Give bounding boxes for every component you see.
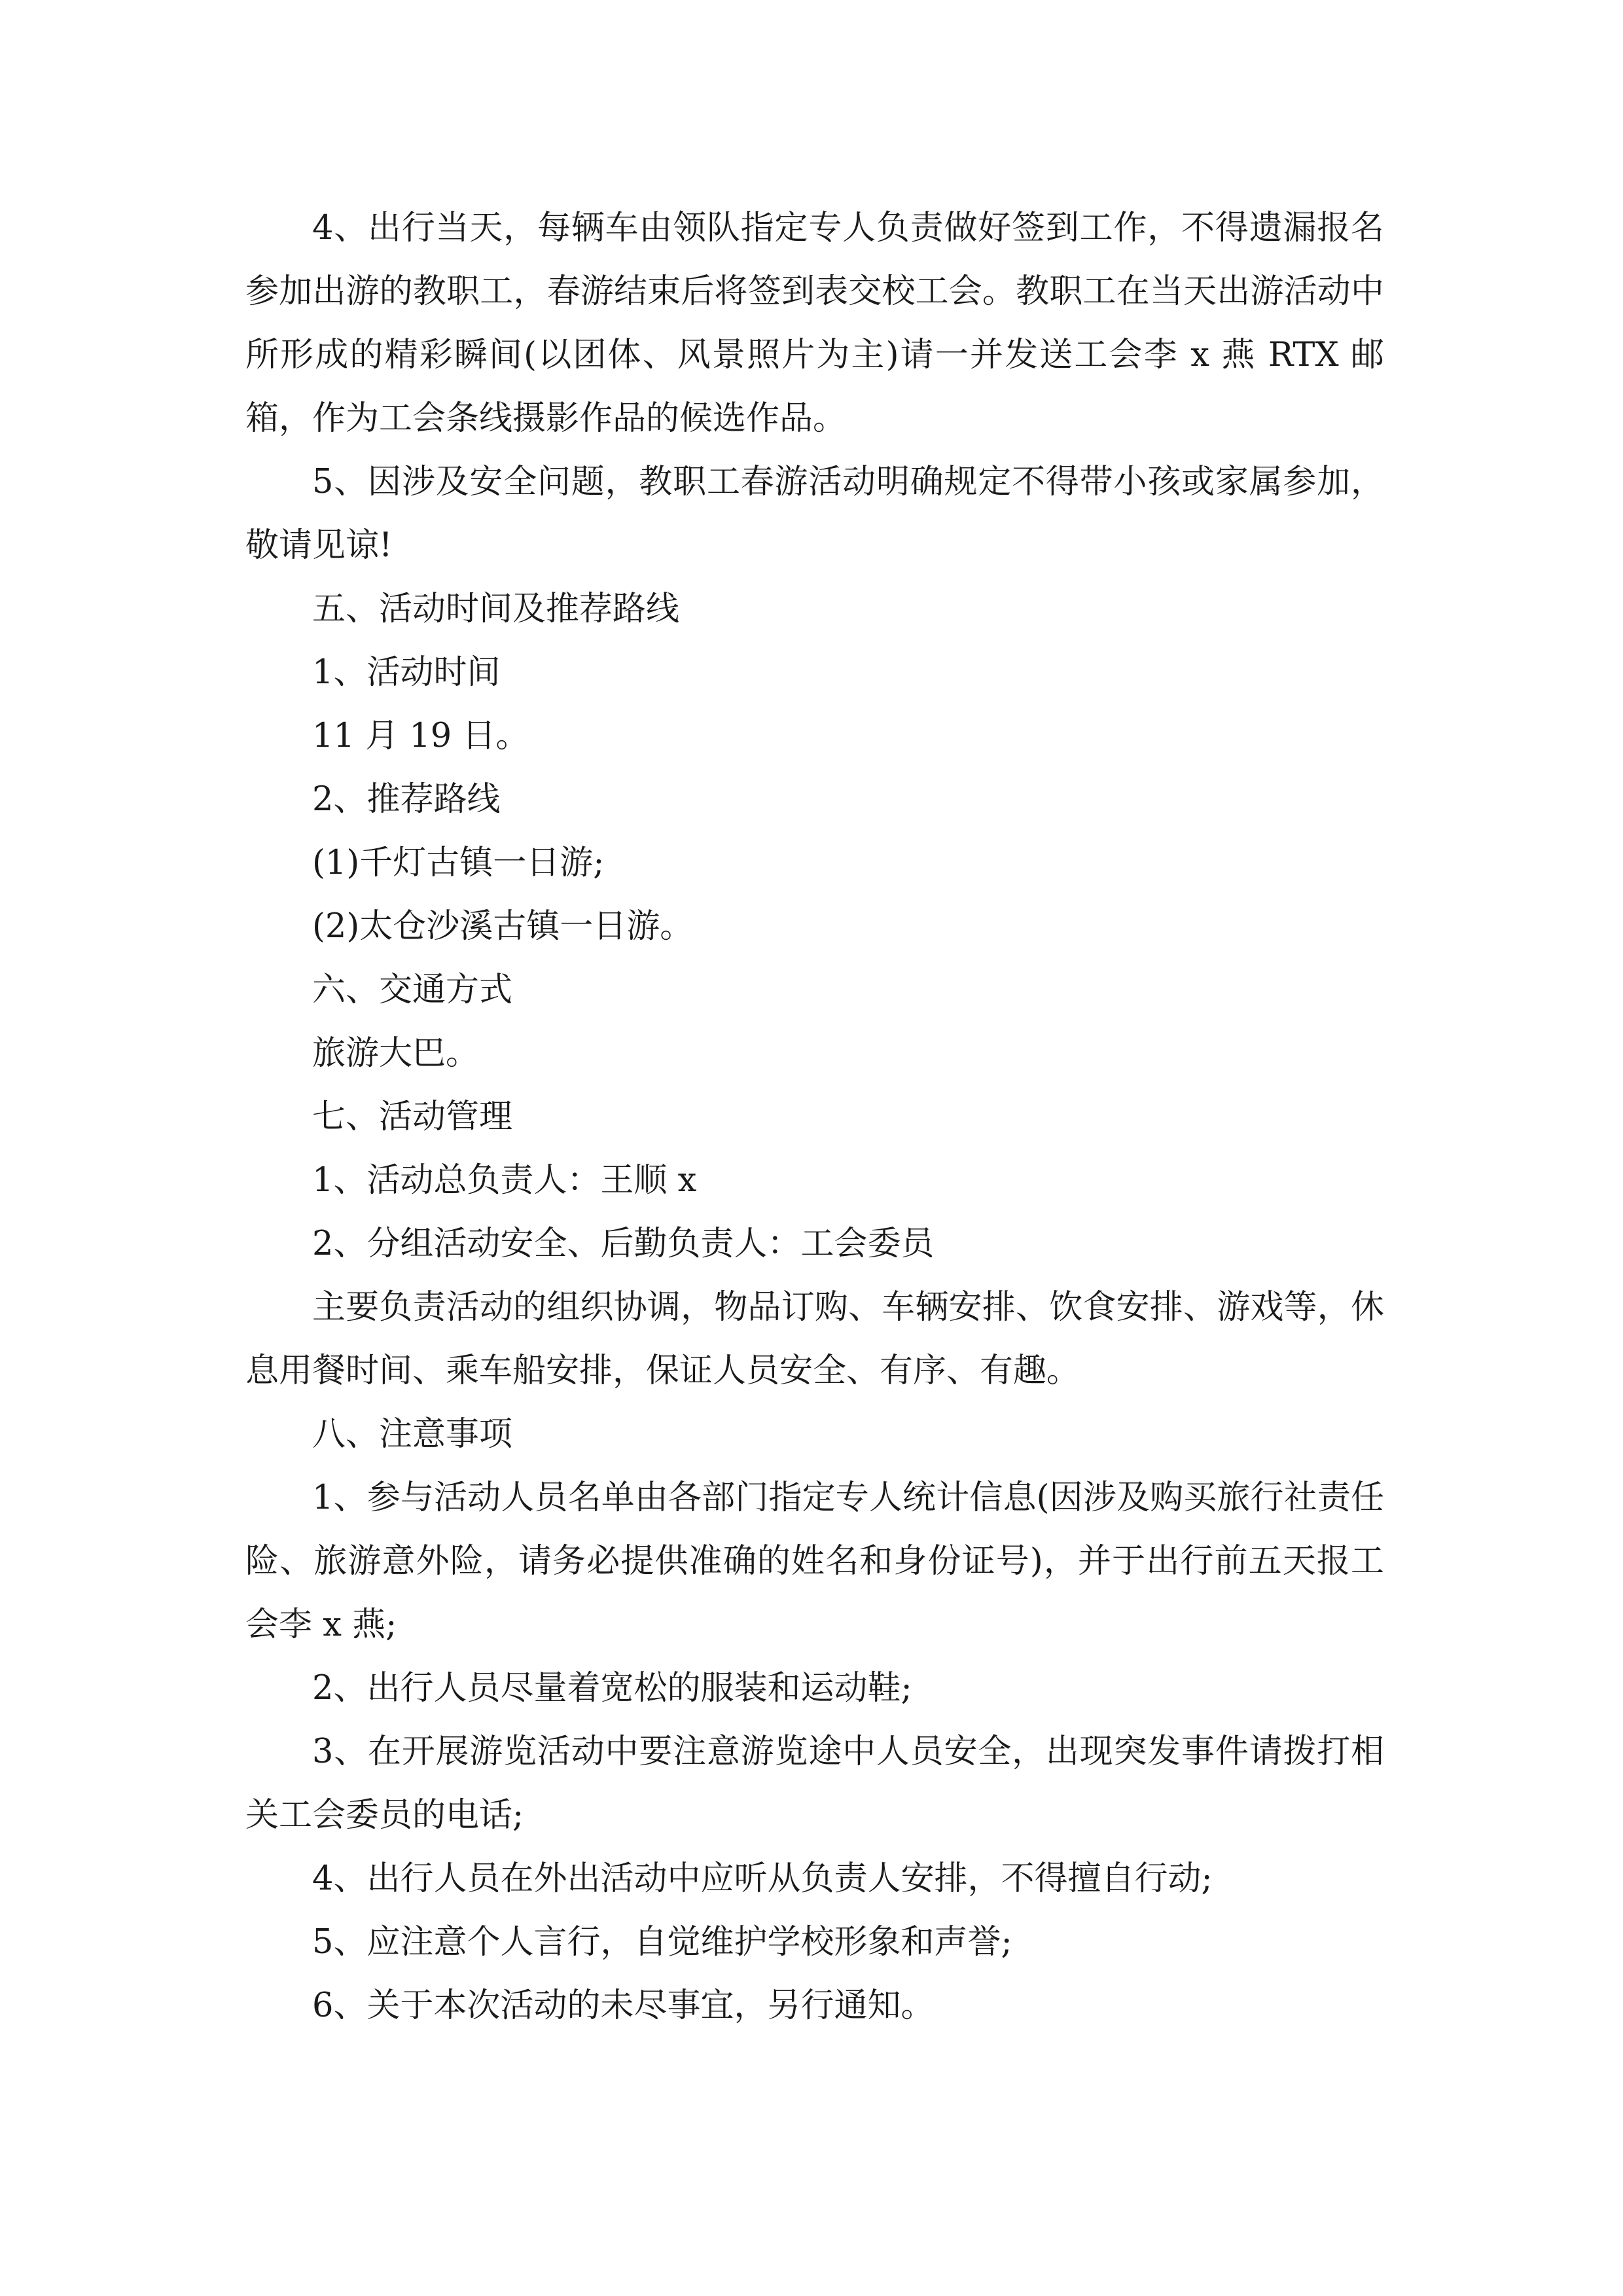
notice-item-1: 1、参与活动人员名单由各部门指定专人统计信息(因涉及购买旅行社责任险、旅游意外险，请务必提供准确的姓名和身份证号)，并于出行前五天报工会李 x 燕; [245, 1479, 1384, 1644]
notice-item-5: 5、应注意个人言行，自觉维护学校形象和声誉; [312, 1923, 1012, 1962]
notice-item-6: 6、关于本次活动的未尽事宜，另行通知。 [312, 1986, 935, 2025]
subheading-activity-time: 1、活动时间 [312, 653, 501, 692]
section-heading-8: 八、注意事项 [312, 1415, 513, 1454]
route-item-2: (2)太仓沙溪古镇一日游。 [312, 907, 694, 946]
section-heading-5: 五、活动时间及推荐路线 [312, 590, 680, 628]
activity-date: 11 月 19 日。 [312, 717, 529, 755]
paragraph-item-5-safety: 5、因涉及安全问题，教职工春游活动明确规定不得带小孩或家属参加，敬请见谅! [245, 463, 1384, 565]
transport-mode: 旅游大巴。 [312, 1034, 480, 1073]
notice-item-2: 2、出行人员尽量着宽松的服装和运动鞋; [312, 1669, 912, 1708]
section-heading-6: 六、交通方式 [312, 971, 513, 1009]
subheading-recommended-routes: 2、推荐路线 [312, 780, 501, 819]
management-item-1: 1、活动总负责人：王顺 x [312, 1161, 697, 1200]
document-body [245, 196, 1384, 2037]
notice-item-4: 4、出行人员在外出活动中应听从负责人安排，不得擅自行动; [312, 1859, 1213, 1898]
management-duties: 主要负责活动的组织协调，物品订购、车辆安排、饮食安排、游戏等，休息用餐时间、乘车船安排，保证人员安全、有序、有趣。 [245, 1288, 1384, 1390]
route-item-1: (1)千灯古镇一日游; [312, 844, 605, 882]
management-item-2: 2、分组活动安全、后勤负责人：工会委员 [312, 1225, 935, 1263]
section-heading-7: 七、活动管理 [312, 1098, 513, 1136]
notice-item-3: 3、在开展游览活动中要注意游览途中人员安全，出现突发事件请拨打相关工会委员的电话; [245, 1732, 1384, 1835]
paragraph-item-4-check-in: 4、出行当天，每辆车由领队指定专人负责做好签到工作，不得遗漏报名参加出游的教职工，春游结束后将签到表交校工会。教职工在当天出游活动中所形成的精彩瞬间(以团体、风景照片为主)请一并发送工会李 x 燕 RTX 邮箱，作为工会条线摄影作品的候选作品。 [245, 209, 1384, 438]
